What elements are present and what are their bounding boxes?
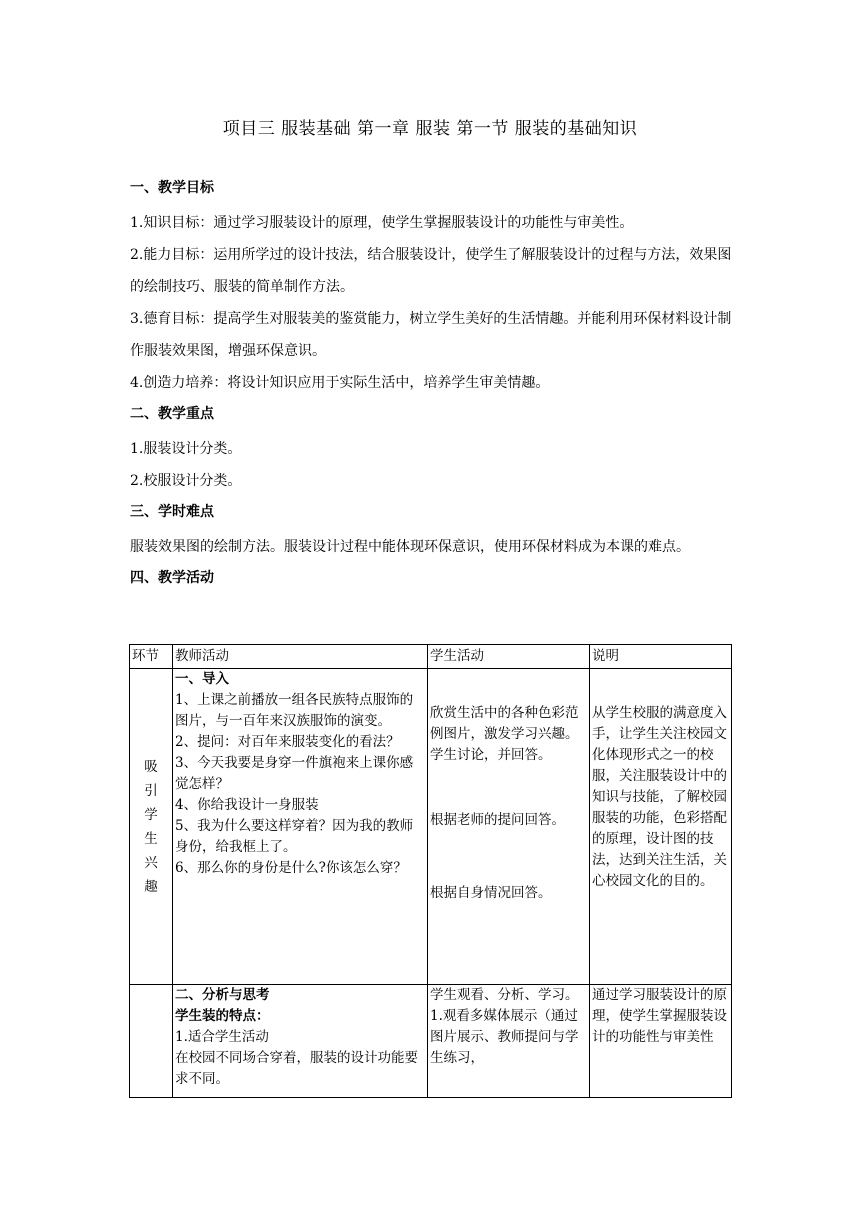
difficulties-text: 服装效果图的绘制方法。服装设计过程中能体现环保意识，使用环保材料成为本课的难点。: [130, 539, 690, 555]
student-activity-item: 根据老师的提问回答。: [430, 812, 565, 828]
heading-goals: 一、教学目标: [130, 180, 214, 196]
student-activity-item: 欣赏生活中的各种色彩范例图片，激发学习兴趣。: [430, 705, 579, 742]
note-text: 从学生校服的满意度入手，让学生关注校园文化体现形式之一的校服，关注服装设计中的知识与技能，了解校园服装的功能，色彩搭配的原理，设计图的技法，达到关注生活，关心校园文化的目的。: [592, 705, 727, 889]
teacher-activity-title: 二、分析与思考: [175, 987, 270, 1003]
goal-item: 4.创造力培养：将设计知识应用于实际生活中，培养学生审美情趣。: [130, 375, 550, 391]
stage-char: 趣: [144, 878, 158, 895]
note-text: 通过学习服装设计的原理，使学生掌握服装设计的功能性与审美性: [592, 987, 727, 1045]
stage-char: 兴: [144, 854, 158, 871]
teacher-activity-title: 一、导入: [175, 671, 229, 687]
teacher-activity-item: 1、上课之前播放一组各民族特点服饰的图片，与一百年来汉族服饰的演变。: [175, 692, 414, 729]
teacher-activity-item: 3、今天我要是身穿一件旗袍来上课你感觉怎样？: [175, 755, 414, 792]
activities-table: [129, 644, 732, 1098]
table-row: [130, 985, 732, 1098]
column-header: 学生活动: [428, 645, 590, 669]
teacher-activity-subtitle: 学生装的特点：: [175, 1008, 270, 1024]
teacher-activity-cell: [173, 669, 428, 985]
heading-activities: 四、教学活动: [130, 570, 214, 586]
page-title: 项目三 服装基础 第一章 服装 第一节 服装的基础知识: [222, 119, 638, 139]
teacher-activity-cell: [173, 985, 428, 1098]
column-header: 说明: [590, 645, 732, 669]
stage-char: 学: [144, 806, 158, 823]
heading-difficulties: 三、学时难点: [130, 504, 214, 520]
heading-key-points: 二、教学重点: [130, 406, 214, 422]
key-point-item: 1.服装设计分类。: [130, 441, 242, 457]
goal-item: 2.能力目标：运用所学过的设计技法，结合服装设计，使学生了解服装设计的过程与方法，效果图的绘制技巧、服装的简单制作方法。: [130, 247, 732, 295]
stage-cell: [130, 985, 173, 1098]
teacher-activity-item: 6、那么你的身份是什么?你该怎么穿？: [175, 860, 407, 876]
document-body: [130, 177, 732, 597]
column-header: 环节: [130, 645, 173, 669]
note-cell: [590, 985, 732, 1098]
table-header-row: [130, 645, 732, 669]
teacher-activity-item: 4、你给我设计一身服装: [175, 797, 319, 813]
teacher-activity-item: 1.适合学生活动: [175, 1029, 269, 1045]
column-header: 教师活动: [173, 645, 428, 669]
student-activity-cell: [428, 669, 590, 985]
student-activity-item: 根据自身情况回答。: [430, 885, 552, 901]
stage-char: 吸: [144, 758, 158, 775]
student-activity-item: 学生讨论，并回答。: [430, 747, 552, 763]
goal-item: 1.知识目标：通过学习服装设计的原理，使学生掌握服装设计的功能性与审美性。: [130, 215, 634, 231]
stage-cell: [130, 669, 173, 985]
goal-item: 3.德育目标：提高学生对服装美的鉴赏能力，树立学生美好的生活情趣。并能利用环保材料设计制作服装效果图，增强环保意识。: [130, 311, 732, 359]
student-activity-cell: [428, 985, 590, 1098]
teacher-activity-item: 5、我为什么要这样穿着？因为我的教师身份，给我框上了。: [175, 818, 414, 855]
teacher-activity-item: 在校园不同场合穿着，服装的设计功能要求不同。: [175, 1050, 418, 1087]
student-activity-item: 学生观看、分析、学习。: [430, 987, 579, 1003]
student-activity-item: 1.观看多媒体展示（通过图片展示、教师提问与学生练习，: [430, 1008, 579, 1066]
stage-char: 引: [144, 782, 158, 799]
key-point-item: 2.校服设计分类。: [130, 473, 242, 489]
teacher-activity-item: 2、提问：对百年来服装变化的看法？: [175, 734, 400, 750]
note-cell: [590, 669, 732, 985]
table-row: [130, 669, 732, 985]
stage-char: 生: [144, 830, 158, 847]
